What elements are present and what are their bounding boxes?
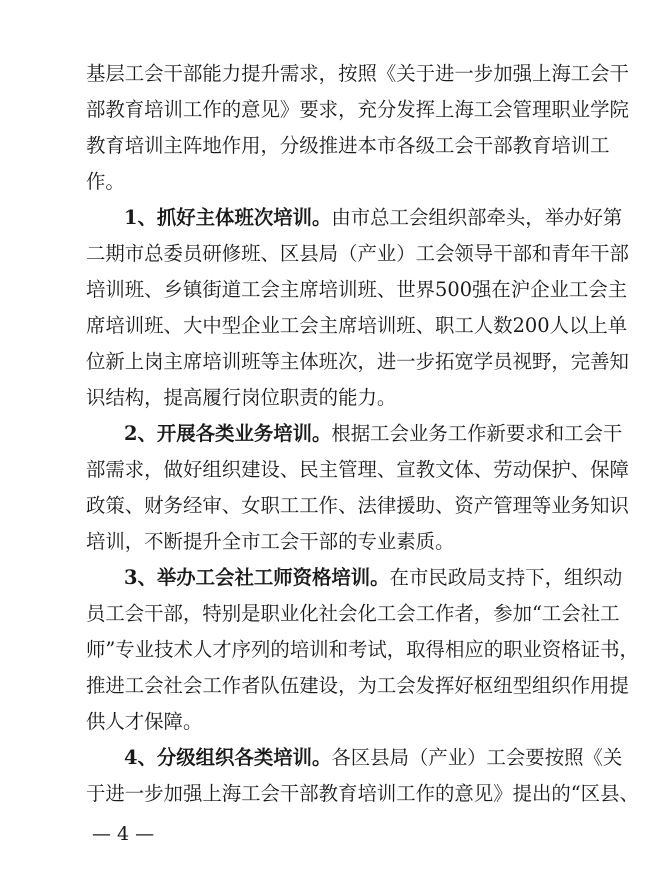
- section-2-first-line-text: 根据工会业务工作新要求和工会干: [331, 422, 623, 445]
- section-3-line-2: 员工会干部，特别是职业化社会化工会工作者，参加“工会社工: [86, 602, 620, 625]
- section-1-heading: 1、抓好主体班次培训。: [124, 206, 332, 229]
- section-1-first-line-text: 由市总工会组织部牵头，举办好第: [331, 206, 623, 229]
- section-4-first-line: [124, 746, 623, 770]
- section-4-line-2: 于进一步加强上海工会干部教育培训工作的意见》提出的“区县、: [86, 782, 639, 805]
- section-2-first-line: [124, 422, 623, 446]
- section-1-line-3: 培训班、乡镇街道工会主席培训班、世界500强在沪企业工会主: [86, 278, 628, 301]
- section-4-heading: 4、分级组织各类培训。: [124, 746, 332, 769]
- section-2-line-2: 部需求，做好组织建设、民主管理、宣教文体、劳动保护、保障: [86, 458, 629, 481]
- intro-line-3: 教育培训主阵地作用，分级推进本市各级工会干部教育培训工: [86, 134, 610, 157]
- intro-line-2: 部教育培训工作的意见》要求，充分发挥上海工会管理职业学院: [86, 98, 629, 121]
- section-3-first-line: [124, 566, 623, 590]
- section-1-line-6: 识结构，提高履行岗位职责的能力。: [86, 386, 397, 409]
- section-3-line-3: 师”专业技术人才序列的培训和考试，取得相应的职业资格证书，: [86, 638, 639, 661]
- section-1-first-line: [124, 206, 623, 230]
- section-1-line-4: 席培训班、大中型企业工会主席培训班、职工人数200人以上单: [86, 314, 628, 337]
- section-1-line-5: 位新上岗主席培训班等主体班次，进一步拓宽学员视野，完善知: [86, 350, 629, 373]
- section-3-line-4: 推进工会社会工作者队伍建设，为工会发挥好枢纽型组织作用提: [86, 674, 629, 697]
- intro-line-4: 作。: [86, 170, 125, 193]
- section-2-line-3: 政策、财务经审、女职工工作、法律援助、资产管理等业务知识: [86, 494, 629, 517]
- section-2-line-4: 培训，不断提升全市工会干部的专业素质。: [86, 530, 455, 553]
- section-4-first-line-text: 各区县局（产业）工会要按照《关: [331, 746, 623, 769]
- intro-line-1: 基层工会干部能力提升需求，按照《关于进一步加强上海工会干: [86, 62, 629, 85]
- section-3-first-line-text: 在市民政局支持下，组织动: [389, 566, 623, 589]
- section-3-heading: 3、举办工会社工师资格培训。: [124, 566, 390, 589]
- section-3-line-5: 供人才保障。: [86, 710, 203, 733]
- page-number: — 4 —: [92, 823, 155, 845]
- section-2-heading: 2、开展各类业务培训。: [124, 422, 332, 445]
- section-1-line-2: 二期市总委员研修班、区县局（产业）工会领导干部和青年干部: [86, 242, 629, 265]
